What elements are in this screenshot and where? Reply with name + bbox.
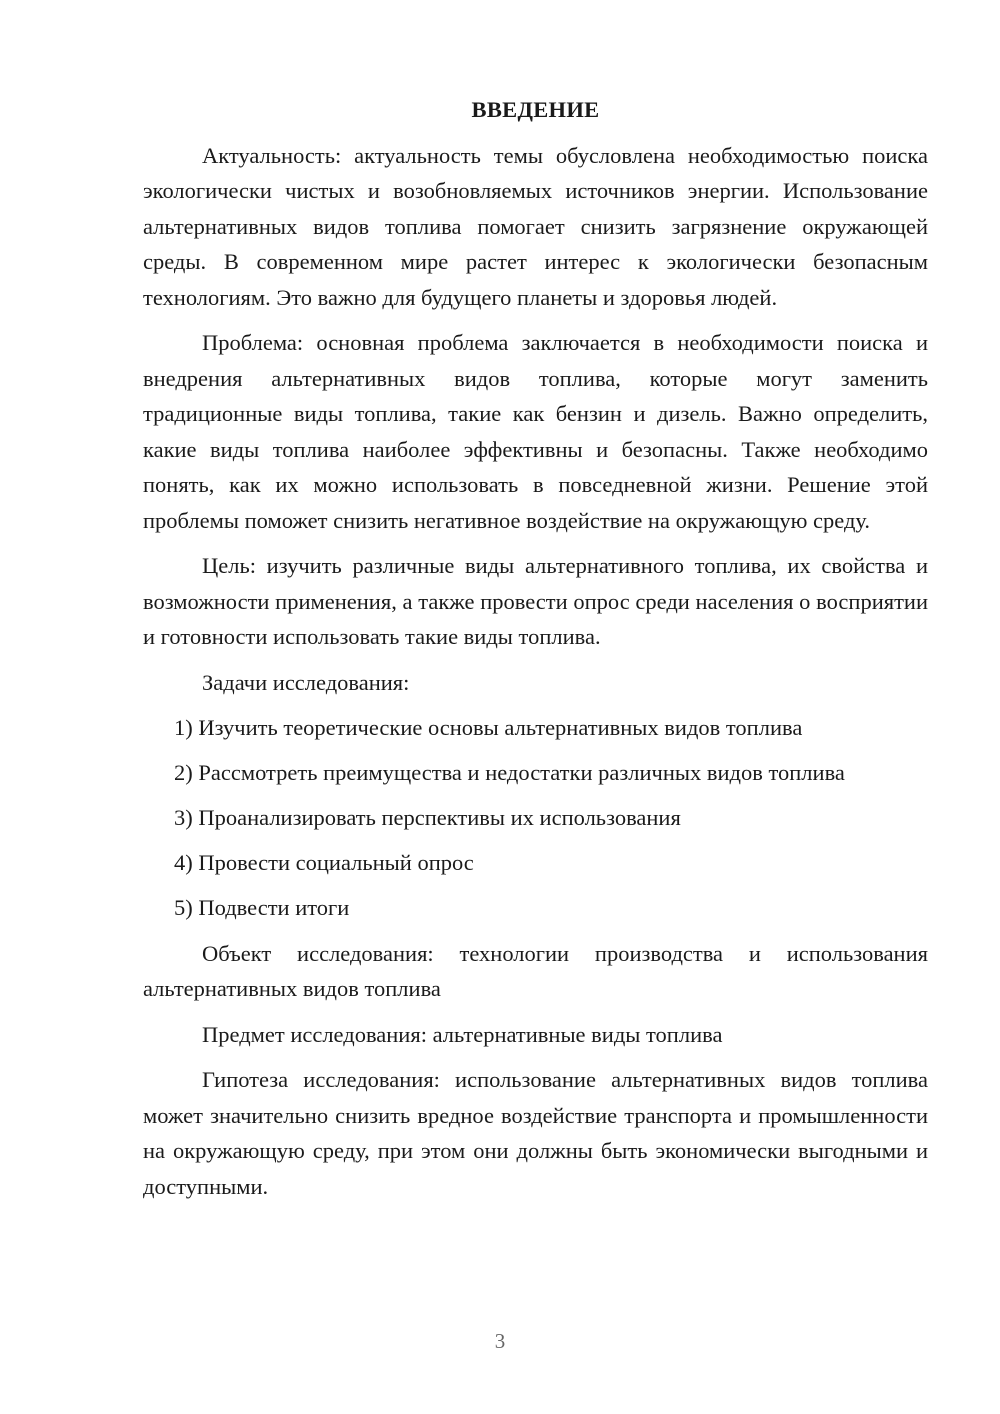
page-body — [143, 92, 928, 1214]
relevance-paragraph: Актуальность: актуальность темы обусловлена необходимостью поиска экологически чистых и возобновляемых источников энергии. Использование альтернативных видов топлива помогает снизить загрязнение окружающей среды. В современном мире растет интерес к экологически безопасным технологиям. Это важно для будущего планеты и здоровья людей. — [143, 142, 928, 310]
list-item: 5) Подвести итоги — [174, 895, 350, 920]
page-number: 3 — [494, 1329, 506, 1353]
problem-paragraph: Проблема: основная проблема заключается в необходимости поиска и внедрения альтернативных видов топлива, которые могут заменить традиционные виды топлива, такие как бензин и дизель. Важно определить, какие виды топлива наиболее эффективны и безопасны. Также необходимо понять, как их можно использовать в повседневной жизни. Решение этой проблемы поможет снизить негативное воздействие на окружающую среду. — [143, 330, 928, 533]
hypothesis-paragraph: Гипотеза исследования: использование альтернативных видов топлива может значительно снизить вредное воздействие транспорта и промышленности на окружающую среду, при этом они должны быть экономически выгодными и доступными. — [143, 1067, 928, 1199]
list-item: 2) Рассмотреть преимущества и недостатки различных видов топлива — [174, 760, 845, 785]
goal-paragraph: Цель: изучить различные виды альтернативного топлива, их свойства и возможности применения, а также провести опрос среди населения о восприятии и готовности использовать такие виды топлива. — [143, 553, 928, 649]
tasks-heading: Задачи исследования: — [202, 669, 410, 695]
page-title: ВВЕДЕНИЕ — [471, 97, 600, 122]
subject-paragraph: Предмет исследования: альтернативные виды топлива — [202, 1021, 723, 1047]
tasks-list — [143, 710, 928, 926]
list-item: 1) Изучить теоретические основы альтернативных видов топлива — [174, 715, 803, 740]
list-item: 3) Проанализировать перспективы их использования — [174, 805, 681, 830]
list-item: 4) Провести социальный опрос — [174, 850, 474, 875]
object-paragraph: Объект исследования: технологии производства и использования альтернативных видов топлива — [143, 940, 928, 1001]
